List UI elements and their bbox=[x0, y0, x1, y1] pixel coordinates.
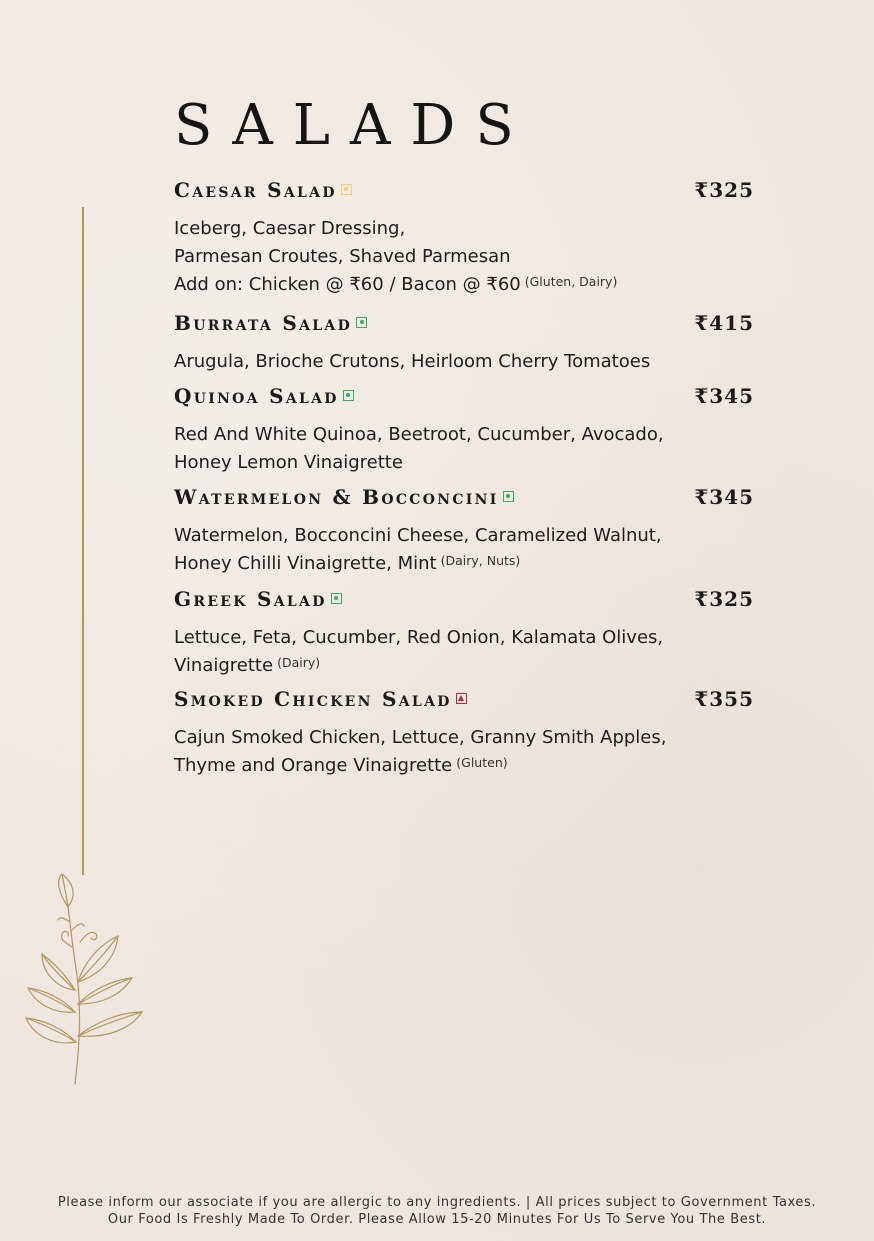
description-line: Arugula, Brioche Crutons, Heirloom Cherry Tomatoes bbox=[174, 351, 651, 372]
leaf-sprig-icon bbox=[20, 872, 150, 1087]
item-name: Smoked Chicken Salad bbox=[174, 687, 452, 711]
item-price: ₹325 bbox=[694, 587, 754, 611]
description-line: Thyme and Orange Vinaigrette bbox=[174, 755, 453, 776]
menu-item-burrata-salad bbox=[174, 310, 756, 376]
gold-divider-line bbox=[82, 207, 84, 875]
item-price: ₹415 bbox=[694, 311, 754, 335]
veg-mark-icon bbox=[503, 491, 514, 502]
description-line: Cajun Smoked Chicken, Lettuce, Granny Smith Apples, bbox=[174, 727, 667, 748]
description-line: Iceberg, Caesar Dressing, bbox=[174, 218, 406, 239]
description-line: Honey Chilli Vinaigrette, Mint bbox=[174, 553, 437, 574]
item-description bbox=[174, 624, 756, 681]
item-name: Burrata Salad bbox=[174, 311, 353, 335]
item-name: Quinoa Salad bbox=[174, 384, 339, 408]
description-line: Watermelon, Bocconcini Cheese, Caramelized Walnut, bbox=[174, 525, 662, 546]
veg-mark-icon bbox=[343, 390, 354, 401]
allergen-note: (Gluten, Dairy) bbox=[524, 274, 618, 289]
nonveg-mark-icon bbox=[456, 693, 467, 704]
veg-mark-icon bbox=[331, 593, 342, 604]
item-description bbox=[174, 348, 756, 376]
allergen-note: (Gluten) bbox=[456, 755, 508, 770]
veg-mark-icon bbox=[356, 317, 367, 328]
item-price: ₹325 bbox=[694, 178, 754, 202]
item-price: ₹345 bbox=[694, 384, 754, 408]
menu-item-smoked-chicken-salad bbox=[174, 686, 756, 781]
menu-item-quinoa-salad bbox=[174, 383, 756, 477]
description-line: Add on: Chicken @ ₹60 / Bacon @ ₹60 bbox=[174, 274, 521, 295]
egg-mark-icon bbox=[341, 184, 352, 195]
description-line: Honey Lemon Vinaigrette bbox=[174, 452, 403, 473]
preparation-notice: Our Food Is Freshly Made To Order. Please Allow 15-20 Minutes For Us To Serve You The Best. bbox=[107, 1212, 767, 1227]
item-name: Greek Salad bbox=[174, 587, 327, 611]
allergen-note: (Dairy) bbox=[277, 655, 321, 670]
item-description bbox=[174, 522, 756, 579]
item-price: ₹345 bbox=[694, 485, 754, 509]
item-price: ₹355 bbox=[694, 687, 754, 711]
description-line: Vinaigrette bbox=[174, 655, 274, 676]
item-description bbox=[174, 724, 756, 781]
menu-item-watermelon-bocconcini bbox=[174, 484, 756, 579]
item-description bbox=[174, 215, 756, 300]
description-line: Lettuce, Feta, Cucumber, Red Onion, Kalamata Olives, bbox=[174, 627, 664, 648]
allergy-notice: Please inform our associate if you are allergic to any ingredients. | All prices subject to Government Taxes. bbox=[57, 1195, 817, 1210]
description-line: Parmesan Croutes, Shaved Parmesan bbox=[174, 246, 511, 267]
item-name: Caesar Salad bbox=[174, 178, 337, 202]
item-name: Watermelon & Bocconcini bbox=[174, 485, 499, 509]
menu-item-caesar-salad bbox=[174, 177, 756, 300]
description-line: Red And White Quinoa, Beetroot, Cucumber, Avocado, bbox=[174, 424, 664, 445]
page-title: SALADS bbox=[174, 93, 534, 158]
allergen-note: (Dairy, Nuts) bbox=[440, 553, 521, 568]
item-description bbox=[174, 421, 756, 477]
menu-item-greek-salad bbox=[174, 586, 756, 681]
